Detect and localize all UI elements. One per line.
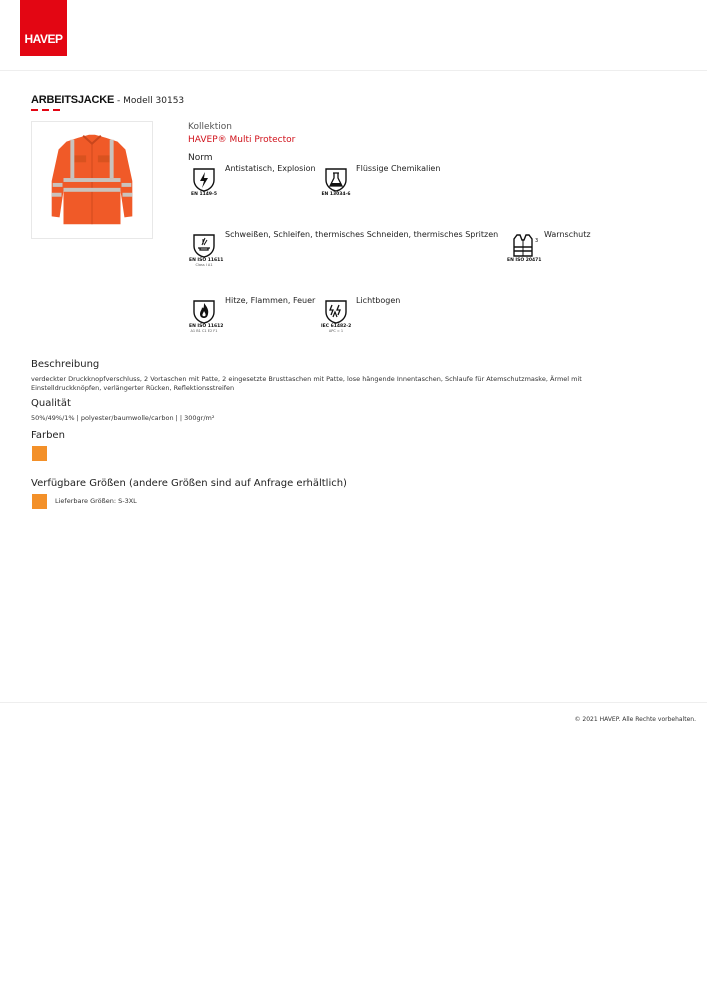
norm-text: Flüssige Chemikalien: [356, 164, 441, 173]
electric-arc-icon: [324, 299, 348, 324]
norm-code: IEC 61482-2: [321, 324, 352, 329]
footer-divider: [0, 702, 707, 703]
size-swatch-orange: [32, 494, 47, 509]
description-heading: Beschreibung: [31, 359, 100, 370]
norm-code: EN ISO 20471: [507, 258, 542, 263]
jacket-image: [32, 122, 152, 238]
havep-logo[interactable]: HAVEP: [20, 0, 67, 56]
norm-class: Class I A1: [195, 263, 213, 267]
norm-code: EN ISO 11611: [189, 258, 224, 263]
norm-class: A1 B1 C1 E2 F1: [190, 329, 218, 333]
header-divider: [0, 70, 707, 71]
norm-icon-en11612: [189, 299, 224, 333]
sizes-text: Lieferbare Größen: S-3XL: [55, 497, 137, 505]
product-photo[interactable]: [31, 121, 153, 239]
norm-code: EN ISO 11612: [189, 324, 224, 329]
norm-icon-iec61482: [321, 299, 351, 333]
norm-class: APC = 1: [328, 329, 344, 333]
flame-icon: [192, 299, 216, 324]
welding-icon: [192, 233, 216, 258]
color-swatch-orange[interactable]: [32, 446, 47, 461]
product-name: ARBEITSJACKE: [31, 94, 115, 106]
norm-icon-en1149: [189, 167, 219, 197]
product-title: [31, 94, 184, 106]
norm-label: Norm: [188, 153, 213, 163]
warning-class-mark: 3: [535, 238, 539, 244]
product-model: - Modell 30153: [114, 96, 185, 106]
quality-heading: Qualität: [31, 398, 71, 409]
norm-icon-en11611: [189, 233, 224, 267]
norm-text: Hitze, Flammen, Feuer: [225, 296, 316, 305]
high-visibility-vest-icon: [509, 233, 539, 258]
quality-text: 50%/49%/1% | polyester/baumwolle/carbon | | 300gr/m²: [31, 414, 215, 422]
norm-text: Schweißen, Schleifen, thermisches Schneiden, thermisches Spritzen: [225, 230, 499, 239]
norm-text: Antistatisch, Explosion: [225, 164, 316, 173]
chemical-flask-icon: [324, 167, 348, 192]
collection-label: Kollektion: [188, 122, 232, 132]
norm-code: EN 1149-5: [191, 192, 217, 197]
norm-text: Lichtbogen: [356, 296, 401, 305]
norm-icon-en13034: [321, 167, 351, 197]
norm-text: Warnschutz: [544, 230, 591, 239]
norm-icon-en20471: [507, 233, 541, 263]
lightning-shield-icon: [192, 167, 216, 192]
colors-heading: Farben: [31, 430, 65, 441]
description-text: verdeckter Druckknopfverschluss, 2 Vortaschen mit Patte, 2 eingesetzte Brusttaschen mit Patte, lose hängende Innentaschen, Schlaufe für Atemschutzmaske, Ärmel mit Einstelldruckknöpfen, verlängerter Rücken, Reflektionsstreifen: [31, 375, 582, 392]
footer-copyright: © 2021 HAVEP. Alle Rechte vorbehalten.: [574, 716, 696, 723]
title-underline-dashes: [31, 109, 60, 111]
collection-link[interactable]: HAVEP® Multi Protector: [188, 135, 296, 145]
norm-code: EN 13034-6: [321, 192, 351, 197]
sizes-heading: Verfügbare Größen (andere Größen sind auf Anfrage erhältlich): [31, 478, 347, 489]
